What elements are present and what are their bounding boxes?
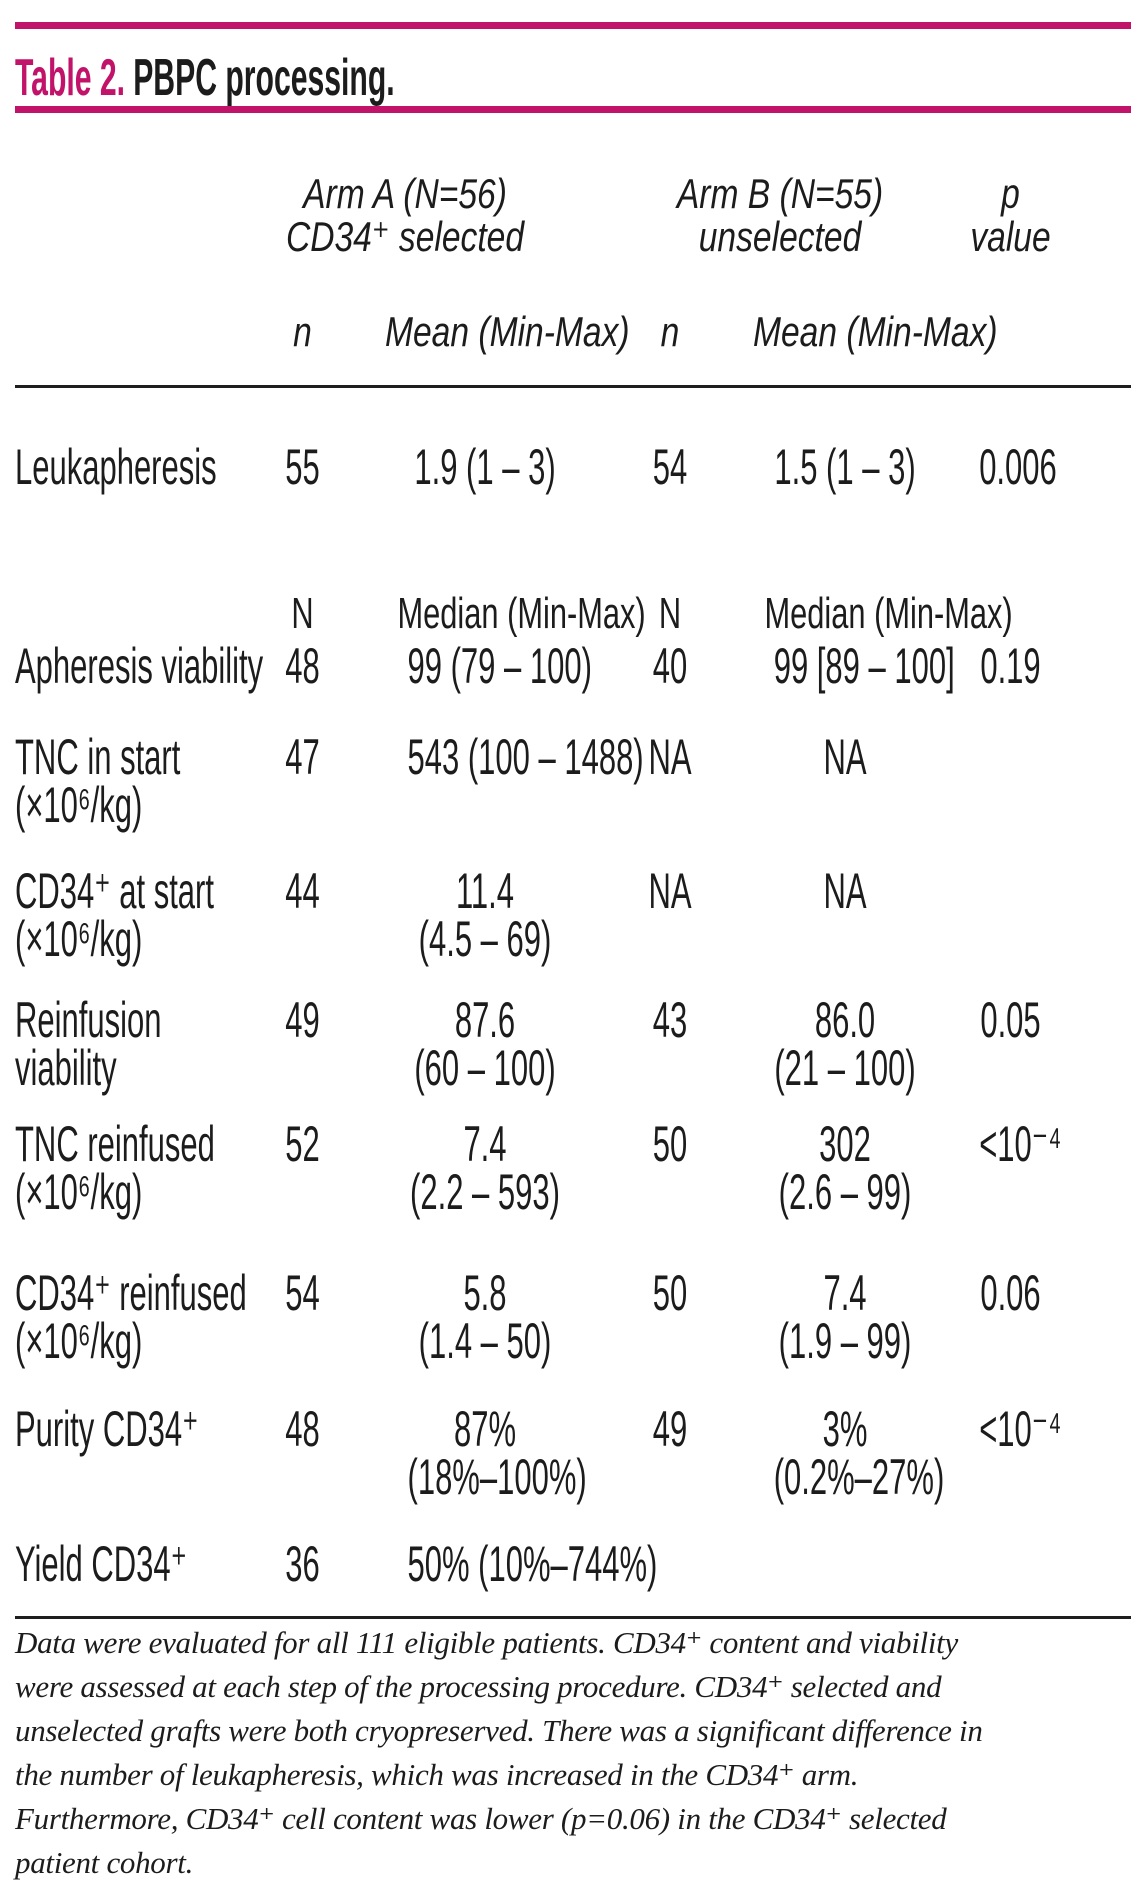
- cell-p-value: [960, 732, 1131, 865]
- subheader-n-arm-b: n: [610, 307, 730, 387]
- cell-n-arm-b: NA: [648, 729, 692, 785]
- subheader-label-spacer: [15, 307, 245, 387]
- col-header-p-value: [960, 170, 1131, 307]
- row-label-unit: (×10⁶/kg): [15, 911, 143, 967]
- row-label: Yield CD34⁺: [15, 1536, 245, 1618]
- cell-n-arm-a: 44: [285, 863, 320, 919]
- arm-a-title: Arm A (N=56): [303, 170, 507, 217]
- cell-mean-arm-b: 7.4 (1.9 – 99): [730, 1265, 960, 1401]
- subheader-mean-arm-b: Mean (Min-Max): [730, 307, 960, 387]
- table-row-purity-cd34: [15, 1401, 1131, 1536]
- cell-mean-arm-b: 302 (2.6 – 99): [730, 1116, 960, 1265]
- cell-p-value: 0.19: [980, 638, 1041, 694]
- row-label: Reinfusion viability: [15, 992, 162, 1096]
- p-header-line1: p: [1001, 170, 1020, 217]
- cell-mean-arm-a: 11.4 (4.5 – 69): [360, 865, 610, 992]
- cell-range: (2.2 – 593): [410, 1164, 560, 1220]
- cell-p-value: [960, 1536, 1131, 1618]
- cell-range: (18%–100%): [407, 1449, 587, 1505]
- subheader-n-arm-a: n: [245, 307, 360, 387]
- footnote-line: unselected grafts were both cryopreserved. There was a significant difference in: [15, 1713, 983, 1748]
- row-label: CD34⁺ at start (×10⁶/kg): [15, 863, 214, 967]
- table-row-apheresis-viability: [15, 638, 1131, 732]
- sub-header-row: [15, 307, 1131, 387]
- table-footnote: [15, 1621, 1131, 1885]
- cell-range: (4.5 – 69): [418, 911, 552, 967]
- cell-mean-arm-b: NA: [823, 729, 867, 785]
- row-label-unit: (×10⁶/kg): [15, 777, 143, 833]
- arm-a-subtitle: CD34⁺ selected: [285, 213, 525, 260]
- arm-b-subtitle: unselected: [698, 213, 862, 260]
- median-n-arm-b: N: [658, 589, 682, 638]
- cell-mean-arm-b: 86.0 (21 – 100): [774, 992, 916, 1096]
- cell-p-value: 0.05: [980, 992, 1041, 1048]
- cell-n-arm-a: 52: [285, 1116, 320, 1172]
- cell-n-arm-a: 55: [285, 439, 320, 495]
- table-row-cd34-at-start: [15, 865, 1131, 992]
- top-rule: [15, 22, 1131, 29]
- cell-n-arm-a: 47: [285, 729, 320, 785]
- cell-p-value: 0.006: [979, 439, 1057, 495]
- cell-range: (2.6 – 99): [778, 1164, 912, 1220]
- journal-table-page: [0, 22, 1146, 1880]
- column-header-row: [15, 170, 1131, 307]
- row-label-unit: (×10⁶/kg): [15, 1164, 143, 1220]
- table-row-reinfusion-viability: [15, 992, 1131, 1116]
- footnote-line: the number of leukapheresis, which was increased in the CD34⁺ arm.: [15, 1757, 859, 1792]
- table-number: Table 2.: [15, 49, 126, 107]
- cell-n-arm-a: 49: [285, 992, 320, 1048]
- cell-n-arm-b: 40: [652, 638, 688, 694]
- cell-range: (1.4 – 50): [418, 1313, 552, 1369]
- cell-n-arm-b: NA: [648, 863, 692, 919]
- caption-rule: [15, 106, 1131, 113]
- cell-n-arm-b: 50: [652, 1265, 688, 1321]
- cell-range: (60 – 100): [414, 1040, 556, 1096]
- footnote-line: Data were evaluated for all 111 eligible patients. CD34⁺ content and viability: [15, 1625, 958, 1660]
- header-label-spacer: [15, 170, 245, 307]
- row-label: CD34⁺ reinfused (×10⁶/kg): [15, 1265, 247, 1369]
- cell-range: (1.9 – 99): [778, 1313, 912, 1369]
- cell-n-arm-a: 48: [285, 1401, 320, 1457]
- cell-mean-arm-b: 99 [89 – 100]: [773, 638, 955, 694]
- table-row-tnc-in-start: [15, 732, 1131, 865]
- cell-n-arm-a: 36: [245, 1536, 360, 1618]
- cell-n-arm-a: 48: [285, 638, 320, 694]
- median-header-arm-a: Median (Min-Max): [397, 589, 646, 638]
- subheader-mean-arm-a: Mean (Min-Max): [360, 307, 610, 387]
- col-header-arm-a: [245, 170, 610, 307]
- footnote-line: patient cohort.: [15, 1845, 194, 1880]
- cell-mean-arm-b: 3% (0.2%–27%): [773, 1401, 945, 1505]
- median-label-spacer: [15, 588, 245, 638]
- cell-n-arm-a: 54: [285, 1265, 320, 1321]
- cell-mean-arm-a: 5.8 (1.4 – 50): [360, 1265, 610, 1401]
- table-row-yield-cd34: [15, 1536, 1131, 1618]
- table-row-cd34-reinfused: [15, 1265, 1131, 1401]
- arm-b-title: Arm B (N=55): [676, 170, 884, 217]
- row-label: TNC in start (×10⁶/kg): [15, 729, 181, 833]
- cell-mean-arm-a: 87.6 (60 – 100): [360, 992, 610, 1116]
- pbpc-processing-table: [15, 170, 1131, 1619]
- cell-p-value: <10⁻⁴: [979, 1116, 1062, 1172]
- cell-n-arm-b: 50: [652, 1116, 688, 1172]
- row-label: Leukapheresis: [15, 439, 217, 495]
- row-label: Purity CD34⁺: [15, 1401, 199, 1457]
- p-header-line2: value: [970, 213, 1051, 260]
- cell-mean-arm-a: 1.9 (1 – 3): [414, 439, 556, 495]
- cell-mean-arm-a: 99 (79 – 100): [407, 638, 592, 694]
- table-row-tnc-reinfused: [15, 1116, 1131, 1265]
- cell-n-arm-b: 43: [652, 992, 688, 1048]
- table-title-text: PBPC processing.: [133, 49, 395, 107]
- table-row-leukapheresis: [15, 387, 1131, 589]
- cell-mean-arm-b: 1.5 (1 – 3): [774, 439, 916, 495]
- cell-mean-arm-a: 87% (18%–100%): [407, 1401, 587, 1505]
- col-header-arm-b: [610, 170, 960, 307]
- median-n-arm-a: N: [291, 589, 314, 638]
- cell-n-arm-b: 49: [652, 1401, 688, 1457]
- cell-p-value: [960, 865, 1131, 992]
- cell-mean-arm-b: [730, 1536, 960, 1618]
- cell-p-value: <10⁻⁴: [979, 1401, 1062, 1457]
- footnote-line: were assessed at each step of the processing procedure. CD34⁺ selected and: [15, 1669, 942, 1704]
- row-label: Apheresis viability: [15, 638, 264, 694]
- cell-mean-arm-b: NA: [823, 863, 867, 919]
- row-label: TNC reinfused (×10⁶/kg): [15, 1116, 215, 1220]
- cell-mean-arm-a: 543 (100 – 1488): [407, 729, 644, 785]
- cell-range: (0.2%–27%): [773, 1449, 945, 1505]
- footnote-line: Furthermore, CD34⁺ cell content was lower (p=0.06) in the CD34⁺ selected: [15, 1801, 947, 1836]
- row-label-unit: (×10⁶/kg): [15, 1313, 143, 1369]
- median-header-arm-b: Median (Min-Max): [764, 589, 1013, 638]
- cell-n-arm-b: 54: [652, 439, 688, 495]
- cell-mean-arm-a: 50% (10%–744%): [360, 1536, 610, 1618]
- median-subheader-row: [15, 588, 1131, 638]
- cell-range: (21 – 100): [774, 1040, 916, 1096]
- table-caption: [15, 50, 662, 106]
- row-label-line2: viability: [15, 1040, 117, 1096]
- cell-mean-arm-a: 7.4 (2.2 – 593): [360, 1116, 610, 1265]
- cell-p-value: 0.06: [980, 1265, 1041, 1321]
